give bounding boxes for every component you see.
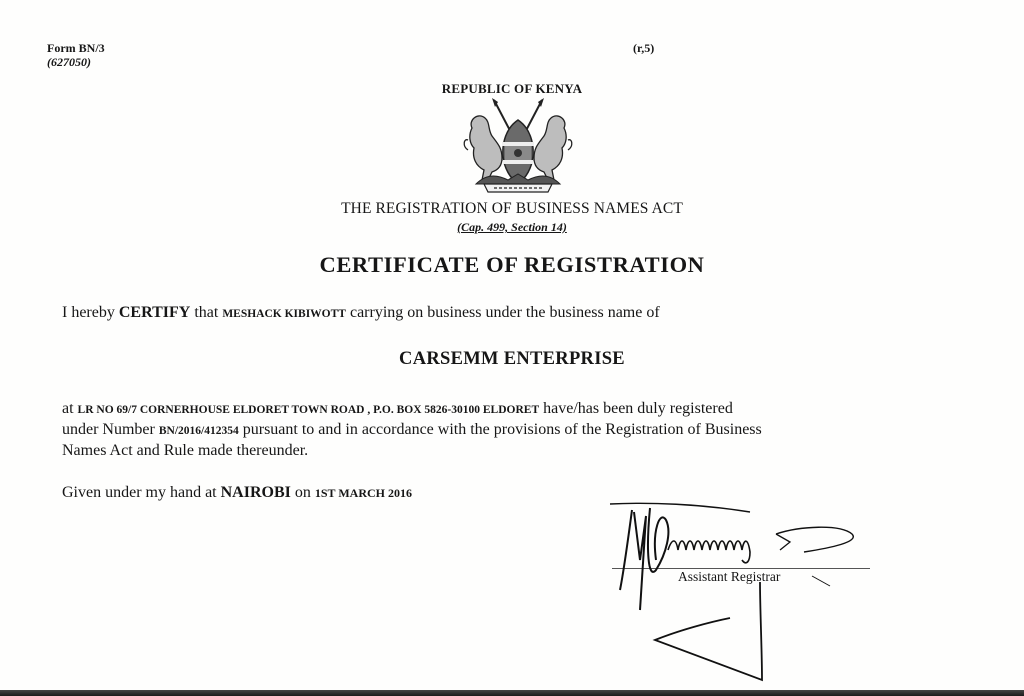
- act-reference-text: (Cap. 499, Section 14): [457, 220, 567, 234]
- address-line: [62, 399, 762, 420]
- rule-reference: (r,5): [633, 41, 655, 55]
- issue-place: NAIROBI: [220, 484, 291, 501]
- on-word: on: [294, 484, 311, 501]
- that-word: that: [194, 304, 219, 321]
- pursuant-text: pursuant to and in accordance with the provisions of the Registration of Business: [242, 421, 762, 438]
- owner-name: MESHACK KIBIWOTT: [222, 308, 346, 320]
- coat-of-arms-icon: [458, 98, 578, 194]
- closing-line: Names Act and Rule made thereunder.: [62, 442, 309, 459]
- signatory-title: Assistant Registrar: [678, 569, 781, 584]
- certify-word: CERTIFY: [118, 304, 191, 321]
- republic-heading: REPUBLIC OF KENYA: [441, 81, 583, 96]
- form-code: (627050): [47, 55, 91, 69]
- certificate-title: CERTIFICATE OF REGISTRATION: [319, 252, 705, 277]
- page-bottom-edge: [0, 690, 1024, 696]
- given-statement: [62, 484, 412, 502]
- act-title: THE REGISTRATION OF BUSINESS NAMES ACT: [341, 200, 683, 217]
- intro-suffix: carrying on business under the business name of: [349, 304, 660, 321]
- issue-date: 1ST MARCH 2016: [314, 486, 412, 500]
- intro-prefix: I hereby: [62, 304, 115, 321]
- business-name: CARSEMM ENTERPRISE: [399, 349, 625, 369]
- registered-text: have/has been duly registered: [543, 400, 733, 417]
- given-prefix: Given under my hand at: [62, 484, 217, 501]
- under-number-text: under Number: [62, 421, 155, 438]
- certification-statement: [62, 304, 660, 322]
- at-word: at: [62, 400, 74, 417]
- act-reference: [0, 220, 1024, 235]
- number-line: [62, 420, 762, 441]
- registration-number: BN/2016/412354: [158, 425, 239, 437]
- signature-icon: [590, 490, 890, 690]
- business-address: LR NO 69/7 CORNERHOUSE ELDORET TOWN ROAD , P.O. BOX 5826-30100 ELDORET: [77, 404, 540, 416]
- form-number: Form BN/3: [47, 41, 105, 55]
- registration-details: [62, 399, 762, 461]
